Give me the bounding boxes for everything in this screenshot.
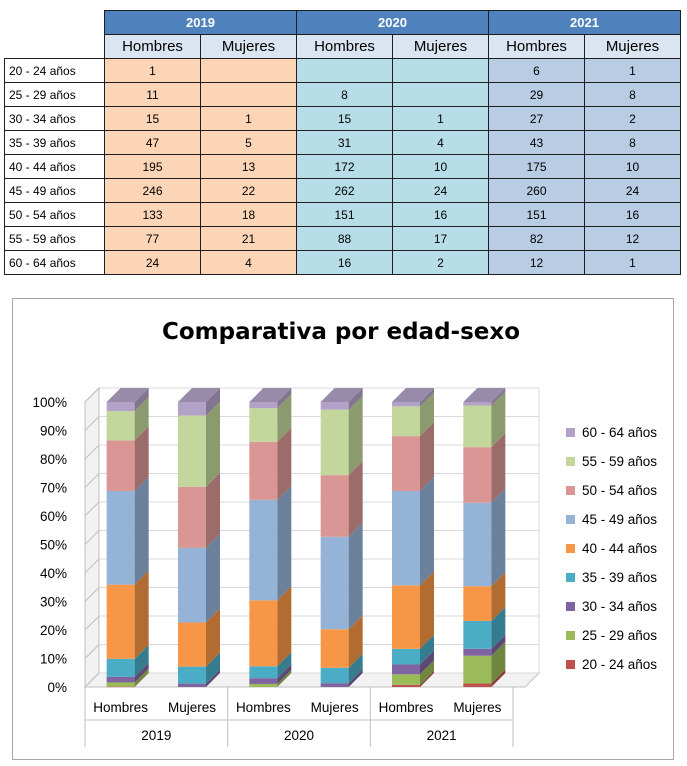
y-tick-label: 0% xyxy=(47,680,67,695)
table-cell: 24 xyxy=(585,179,681,203)
table-cell: 43 xyxy=(489,131,585,155)
legend-label: 40 - 44 años xyxy=(582,541,658,556)
table-row xyxy=(5,83,681,107)
bar-segment xyxy=(249,600,277,666)
table-cell: 2 xyxy=(393,251,489,275)
table-cell: 27 xyxy=(489,107,585,131)
bar-segment xyxy=(392,649,420,665)
table-cell: 133 xyxy=(105,203,201,227)
bar-segment-side xyxy=(349,523,363,629)
bar-segment xyxy=(321,410,349,475)
table-row xyxy=(5,203,681,227)
bar-segment xyxy=(392,664,420,674)
bar-segment xyxy=(321,668,349,683)
legend-swatch xyxy=(566,573,575,582)
legend-label: 35 - 39 años xyxy=(582,570,658,585)
bar-segment xyxy=(463,405,491,447)
bar-segment-side xyxy=(206,534,220,623)
table-cell: 18 xyxy=(201,203,297,227)
table-cell: 262 xyxy=(297,179,393,203)
legend-label: 45 - 49 años xyxy=(582,512,658,527)
table-row xyxy=(5,131,681,155)
bar-segment xyxy=(321,683,349,687)
table-row xyxy=(5,107,681,131)
y-tick-label: 10% xyxy=(39,651,67,667)
table-cell: 82 xyxy=(489,227,585,251)
legend-swatch xyxy=(566,486,575,495)
legend-label: 25 - 29 años xyxy=(582,628,658,643)
legend-label: 60 - 64 años xyxy=(582,425,658,440)
year-header-2021: 2021 xyxy=(489,11,681,35)
table-cell: 10 xyxy=(585,155,681,179)
bar-segment xyxy=(107,411,135,440)
table-cell: 246 xyxy=(105,179,201,203)
table-cell: 1 xyxy=(585,59,681,83)
y-tick-label: 30% xyxy=(39,594,67,610)
bar-segment-side xyxy=(277,486,291,600)
table-cell: 22 xyxy=(201,179,297,203)
table-cell: 260 xyxy=(489,179,585,203)
bar-segment xyxy=(107,682,135,686)
row-label: 25 - 29 años xyxy=(5,83,105,107)
bar-segment xyxy=(392,685,420,687)
table-cell xyxy=(393,83,489,107)
sub-header-mujeres: Mujeres xyxy=(201,35,297,59)
y-axis xyxy=(32,395,67,695)
bar-segment xyxy=(463,402,491,405)
sub-header-mujeres: Mujeres xyxy=(393,35,489,59)
data-table xyxy=(4,10,681,275)
table-cell: 195 xyxy=(105,155,201,179)
legend-swatch xyxy=(566,660,575,669)
row-label: 35 - 39 años xyxy=(5,131,105,155)
legend-swatch xyxy=(566,631,575,640)
bar-segment xyxy=(178,416,206,487)
table-cell: 4 xyxy=(393,131,489,155)
bar-segment-side xyxy=(135,571,149,659)
bar-segment xyxy=(107,687,135,688)
row-label: 40 - 44 años xyxy=(5,155,105,179)
table-cell: 31 xyxy=(297,131,393,155)
row-label: 50 - 54 años xyxy=(5,203,105,227)
table-row xyxy=(5,251,681,275)
table-cell: 2 xyxy=(585,107,681,131)
bar-segment xyxy=(392,674,420,685)
table-cell: 5 xyxy=(201,131,297,155)
table-cell: 1 xyxy=(105,59,201,83)
legend-label: 30 - 34 años xyxy=(582,599,658,614)
table-cell xyxy=(393,59,489,83)
bar-segment xyxy=(178,667,206,684)
table-row xyxy=(5,155,681,179)
bar-segment-side xyxy=(135,477,149,585)
bar-segment xyxy=(249,408,277,442)
table-cell: 12 xyxy=(585,227,681,251)
table-cell: 77 xyxy=(105,227,201,251)
x-group-label: 2021 xyxy=(426,728,457,743)
bar-segment xyxy=(321,537,349,629)
table-cell: 10 xyxy=(393,155,489,179)
table-cell xyxy=(201,83,297,107)
bar-segment xyxy=(249,500,277,600)
x-axis xyxy=(85,687,513,747)
bar-segment xyxy=(463,447,491,503)
bar-segment xyxy=(321,475,349,537)
row-label: 60 - 64 años xyxy=(5,251,105,275)
y-tick-label: 80% xyxy=(39,452,67,467)
bar-segment xyxy=(463,621,491,649)
sub-header-mujeres: Mujeres xyxy=(585,35,681,59)
bar-segment-side xyxy=(349,396,363,475)
y-tick-label: 50% xyxy=(39,537,67,553)
table-cell: 17 xyxy=(393,227,489,251)
bar-segment xyxy=(463,649,491,656)
chart-title: Comparativa por edad-sexo xyxy=(161,319,521,345)
x-category-label: Mujeres xyxy=(453,700,502,715)
sub-header-hombres: Hombres xyxy=(105,35,201,59)
bar-segment xyxy=(107,491,135,585)
table-cell xyxy=(201,59,297,83)
table-cell: 16 xyxy=(393,203,489,227)
bar-segment xyxy=(249,684,277,687)
bar-segment xyxy=(392,402,420,406)
table-cell: 15 xyxy=(297,107,393,131)
table-cell: 1 xyxy=(201,107,297,131)
y-tick-label: 20% xyxy=(39,623,67,638)
bar-segment xyxy=(392,406,420,436)
y-tick-label: 100% xyxy=(32,395,67,410)
table-cell: 11 xyxy=(105,83,201,107)
table-row xyxy=(5,179,681,203)
table-cell: 151 xyxy=(489,203,585,227)
table-cell: 8 xyxy=(585,131,681,155)
bar-segment-side xyxy=(491,489,505,586)
sub-header-hombres: Hombres xyxy=(297,35,393,59)
table-cell: 172 xyxy=(297,155,393,179)
y-tick-label: 60% xyxy=(39,509,67,524)
bar-segment xyxy=(463,503,491,586)
table-cell: 88 xyxy=(297,227,393,251)
table-cell: 6 xyxy=(489,59,585,83)
bar-segment xyxy=(178,487,206,548)
bar-segment xyxy=(392,491,420,585)
bar-segment xyxy=(321,629,349,668)
table-cell: 24 xyxy=(105,251,201,275)
x-group-label: 2019 xyxy=(141,728,172,743)
x-category-label: Hombres xyxy=(235,700,291,715)
bar-segment xyxy=(178,402,206,416)
bar-segment xyxy=(392,585,420,649)
stacked-bar-chart xyxy=(13,299,673,759)
table-cell: 16 xyxy=(585,203,681,227)
table-row xyxy=(5,227,681,251)
legend-swatch xyxy=(566,602,575,611)
x-category-label: Hombres xyxy=(378,700,434,715)
sub-header-hombres: Hombres xyxy=(489,35,585,59)
legend-swatch xyxy=(566,428,575,437)
table-cell: 4 xyxy=(201,251,297,275)
legend-label: 20 - 24 años xyxy=(582,657,658,672)
table-cell: 13 xyxy=(201,155,297,179)
row-label: 20 - 24 años xyxy=(5,59,105,83)
chart-area xyxy=(12,298,674,760)
table-cell xyxy=(297,59,393,83)
x-category-label: Hombres xyxy=(93,700,149,715)
row-label: 45 - 49 años xyxy=(5,179,105,203)
bar-segment xyxy=(178,548,206,623)
bar-segment xyxy=(463,684,491,687)
y-tick-label: 70% xyxy=(39,480,67,496)
bar-segment xyxy=(463,586,491,621)
table-cell: 1 xyxy=(585,251,681,275)
legend-label: 50 - 54 años xyxy=(582,483,658,498)
bar-segment xyxy=(249,678,277,684)
bar-segment xyxy=(107,585,135,659)
legend xyxy=(566,425,657,672)
bar-segment xyxy=(249,402,277,408)
table-cell: 151 xyxy=(297,203,393,227)
bar-segment xyxy=(249,442,277,500)
x-category-label: Mujeres xyxy=(310,700,359,715)
year-header-2020: 2020 xyxy=(297,11,489,35)
bar-segment-side xyxy=(277,586,291,666)
y-tick-label: 40% xyxy=(39,566,67,581)
bar-segment xyxy=(178,684,206,687)
bar-segment xyxy=(321,402,349,410)
bar-segment-side xyxy=(206,402,220,487)
bar-segment xyxy=(249,666,277,678)
table-cell: 175 xyxy=(489,155,585,179)
bar-segment xyxy=(107,659,135,677)
legend-swatch xyxy=(566,457,575,466)
table-cell: 24 xyxy=(393,179,489,203)
row-label: 30 - 34 años xyxy=(5,107,105,131)
bar-segment xyxy=(463,656,491,684)
table-cell: 29 xyxy=(489,83,585,107)
table-cell: 15 xyxy=(105,107,201,131)
table-cell: 16 xyxy=(297,251,393,275)
table-cell: 47 xyxy=(105,131,201,155)
table-cell: 21 xyxy=(201,227,297,251)
bar-segment xyxy=(107,440,135,491)
table-body xyxy=(5,59,681,275)
table-cell: 8 xyxy=(297,83,393,107)
bar-segment-side xyxy=(420,477,434,585)
bar-segment xyxy=(107,677,135,683)
x-group-label: 2020 xyxy=(283,728,315,743)
bar-segment xyxy=(392,436,420,491)
table-row xyxy=(5,59,681,83)
table-corner xyxy=(5,35,105,59)
year-header-2019: 2019 xyxy=(105,11,297,35)
table-cell: 1 xyxy=(393,107,489,131)
row-label: 55 - 59 años xyxy=(5,227,105,251)
bar-segment xyxy=(107,402,135,411)
legend-swatch xyxy=(566,515,575,524)
y-tick-label: 90% xyxy=(39,423,67,439)
bar-segment xyxy=(178,623,206,667)
x-category-label: Mujeres xyxy=(167,700,217,715)
table-cell: 12 xyxy=(489,251,585,275)
legend-label: 55 - 59 años xyxy=(582,454,658,469)
table-cell: 8 xyxy=(585,83,681,107)
table-corner xyxy=(5,11,105,35)
legend-swatch xyxy=(566,544,575,553)
